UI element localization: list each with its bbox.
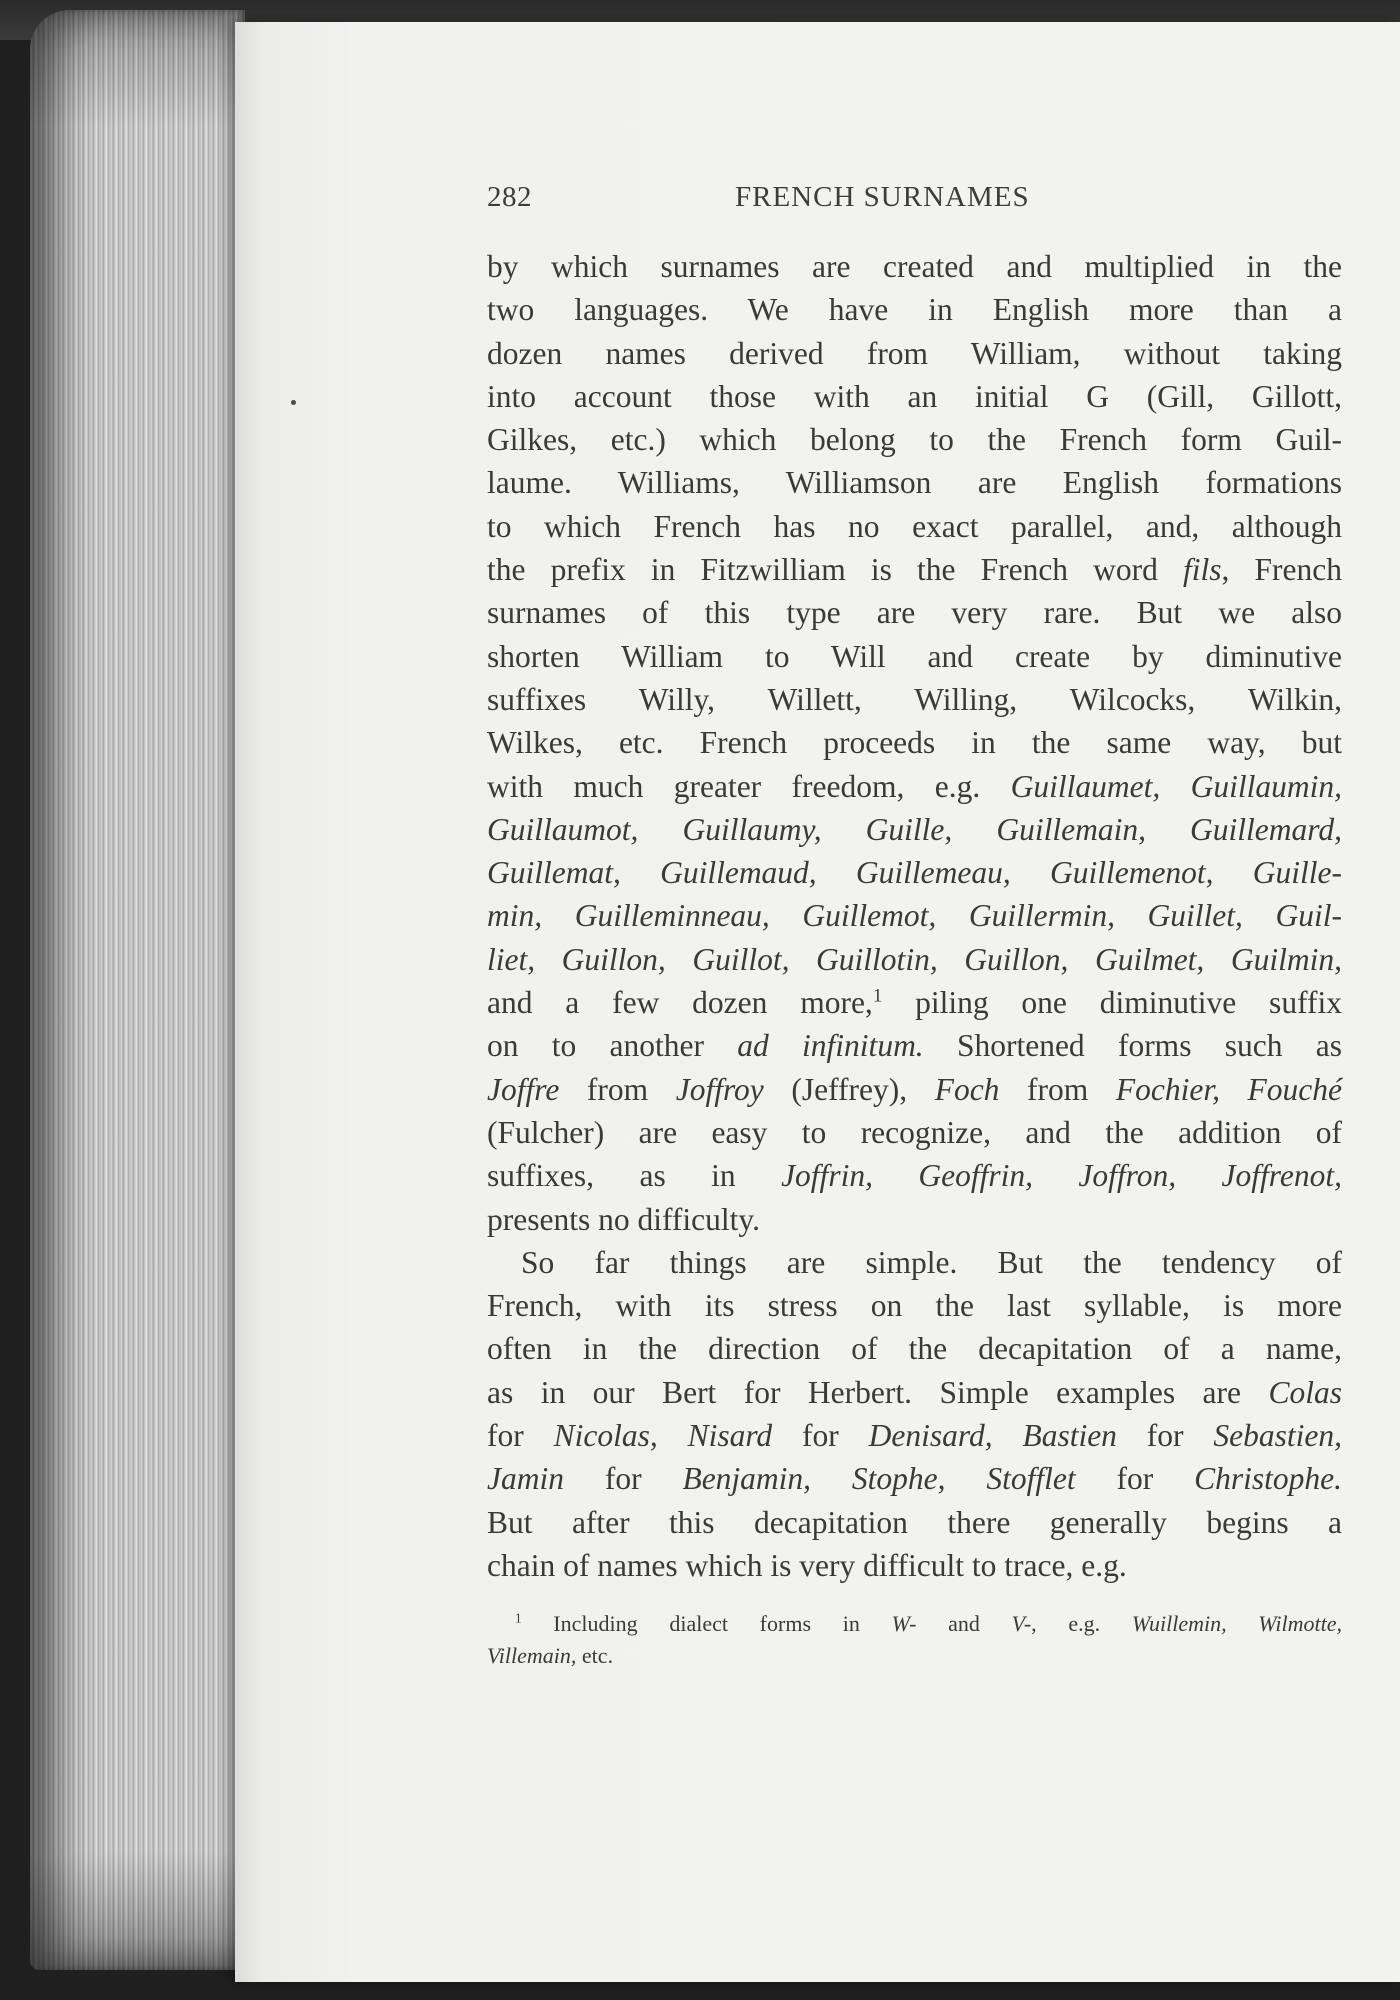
- text-line: suffixes, as in Joffrin, Geoffrin, Joffron, Joffrenot,: [487, 1158, 1342, 1194]
- text-line: surnames of this type are very rare. But we also: [487, 595, 1342, 631]
- text-line: presents no difficulty.: [487, 1201, 760, 1237]
- text-line: the prefix in Fitzwilliam is the French word fils, French: [487, 552, 1342, 588]
- text-line: So far things are simple. But the tendency of: [521, 1244, 1342, 1280]
- text-line: But after this decapitation there generally begins a: [487, 1504, 1342, 1540]
- text-line: dozen names derived from William, without taking: [487, 335, 1342, 371]
- text-line: often in the direction of the decapitation of a name,: [487, 1331, 1342, 1367]
- text-line: into account those with an initial G (Gill, Gillott,: [487, 378, 1342, 414]
- text-line: two languages. We have in English more than a: [487, 292, 1342, 328]
- page-edges: [30, 10, 245, 1970]
- page-header: [487, 181, 1337, 221]
- body-text: [487, 245, 1342, 1587]
- text-line: Guillemat, Guillemaud, Guillemeau, Guillemenot, Guille-: [487, 855, 1342, 891]
- text-line: Gilkes, etc.) which belong to the French form Guil-: [487, 422, 1342, 458]
- footnote-line: $^1$ Including dialect forms in W- and V-, e.g. Wuillemin, Wilmotte,: [515, 1610, 1343, 1636]
- text-line: as in our Bert for Herbert. Simple examples are Colas: [487, 1374, 1342, 1410]
- text-line: liet, Guillon, Guillot, Guillotin, Guillon, Guilmet, Guilmin,: [487, 941, 1342, 977]
- running-title: FRENCH SURNAMES: [735, 181, 1030, 213]
- page-number: 282: [487, 181, 532, 213]
- text-line: Joffre from Joffroy (Jeffrey), Foch from Fochier, Fouché: [487, 1071, 1343, 1107]
- text-line: for Nicolas, Nisard for Denisard, Bastien for Sebastien,: [487, 1418, 1342, 1454]
- text-line: Guillaumot, Guillaumy, Guille, Guillemain, Guillemard,: [487, 811, 1342, 847]
- text-line: on to another ad infinitum. Shortened forms such as: [487, 1028, 1342, 1064]
- text-line: min, Guilleminneau, Guillemot, Guillermin, Guillet, Guil-: [487, 898, 1342, 934]
- text-line: chain of names which is very difficult to trace, e.g.: [487, 1547, 1127, 1583]
- text-line: and a few dozen more,$^1$ piling one diminutive suffix: [487, 985, 1342, 1021]
- footnote-line: Villemain, etc.: [487, 1643, 614, 1668]
- text-line: laume. Williams, Williamson are English formations: [487, 465, 1342, 501]
- text-line: Wilkes, etc. French proceeds in the same way, but: [487, 725, 1342, 761]
- text-line: (Fulcher) are easy to recognize, and the addition of: [487, 1114, 1342, 1150]
- text-line: suffixes Willy, Willett, Willing, Wilcocks, Wilkin,: [487, 681, 1342, 717]
- ink-speck: [291, 400, 296, 405]
- text-line: with much greater freedom, e.g. Guillaumet, Guillaumin,: [487, 768, 1342, 804]
- text-line: French, with its stress on the last syllable, is more: [487, 1288, 1342, 1324]
- text-line: by which surnames are created and multiplied in the: [487, 249, 1342, 284]
- text-line: to which French has no exact parallel, and, although: [487, 508, 1342, 544]
- text-line: shorten William to Will and create by diminutive: [487, 638, 1342, 674]
- footnote: [487, 1608, 1342, 1672]
- text-line: Jamin for Benjamin, Stophe, Stofflet for Christophe.: [487, 1461, 1342, 1497]
